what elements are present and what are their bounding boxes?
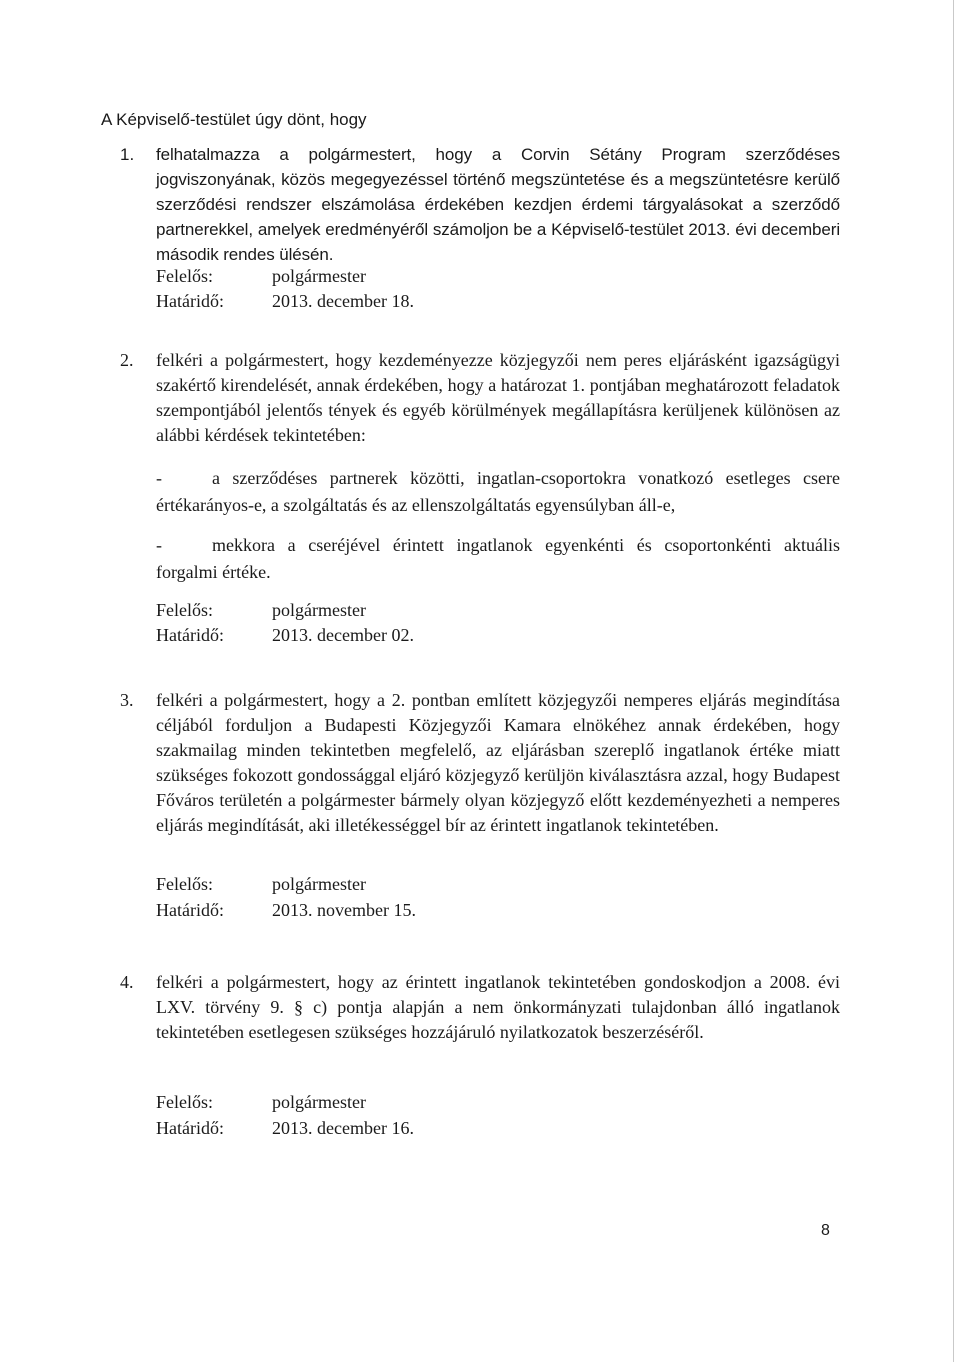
responsible-label: Felelős:: [156, 1092, 213, 1112]
item-number: 2.: [120, 350, 134, 370]
deadline-label: Határidő:: [156, 291, 224, 311]
responsible-label: Felelős:: [156, 600, 213, 620]
dash-marker: -: [156, 535, 162, 555]
deadline-value: 2013. december 02.: [272, 625, 414, 645]
intro-text: A Képviselő-testület úgy dönt, hogy: [101, 110, 367, 129]
responsible-value: polgármester: [272, 874, 366, 894]
bullet-item: [156, 465, 840, 519]
responsible-label: Felelős:: [156, 266, 213, 286]
deadline-label: Határidő:: [156, 1118, 224, 1138]
item-number: 4.: [120, 972, 134, 992]
item-text: felkéri a polgármestert, hogy a 2. pontban említett közjegyzői nemperes eljárás megindítása céljából forduljon a Budapesti Közjegyzői Kamara elnökéhez annak érdekében, hogy szakmailag minden tekintetben megfelelő, az eljárásban szereplő ingatlanok értéke miatt szükséges fokozott gondossággal eljáró közjegyző kerüljön kiválasztásra azzal, hogy Budapest Főváros területén a polgármester bármely olyan közjegyző előtt kezdeményezheti a nemperes eljárás megindítását, aki illetékességgel bír az érintett ingatlanok tekintetében.: [156, 690, 840, 835]
bullet-item: [156, 532, 840, 586]
bullet-text: a szerződéses partnerek közötti, ingatlan-csoportokra vonatkozó esetleges csere értékarányos-e, a szolgáltatás és az ellenszolgáltatás egyensúlyban áll-e,: [156, 468, 840, 515]
responsible-value: polgármester: [272, 266, 366, 286]
item-number: 3.: [120, 690, 134, 710]
deadline-label: Határidő:: [156, 625, 224, 645]
item-number: 1.: [120, 145, 135, 164]
item-text: felkéri a polgármestert, hogy kezdeményezze közjegyzői nem peres eljárásként igazságügyi szakértő kirendelését, annak érdekében, hogy a határozat 1. pontjában meghatározott feladatok szempontjából jelentős tények és egyéb körülmények megállapításra kerüljenek különösen az alábbi kérdések tekintetében:: [156, 350, 840, 445]
item-text: felhatalmazza a polgármestert, hogy a Corvin Sétány Program szerződéses jogviszonyának, közös megegyezéssel történő megszüntetése és a megszüntetésre kerülő szerződési rendszer elszámolása érdekében kezdjen érdemi tárgyalásokat a szerződő partnerekkel, amelyek eredményéről számoljon be a Képviselő-testület 2013. évi decemberi második rendes ülésén.: [156, 145, 840, 264]
deadline-value: 2013. december 16.: [272, 1118, 414, 1138]
page-edge: [953, 0, 954, 1362]
responsible-label: Felelős:: [156, 874, 213, 894]
deadline-value: 2013. december 18.: [272, 291, 414, 311]
deadline-value: 2013. november 15.: [272, 900, 416, 920]
dash-marker: -: [156, 468, 162, 488]
page-number: 8: [821, 1222, 830, 1239]
responsible-value: polgármester: [272, 1092, 366, 1112]
bullet-text: mekkora a cseréjével érintett ingatlanok egyenkénti és csoportonkénti aktuális forgalmi értéke.: [156, 535, 840, 582]
responsible-value: polgármester: [272, 600, 366, 620]
deadline-label: Határidő:: [156, 900, 224, 920]
item-text: felkéri a polgármestert, hogy az érintett ingatlanok tekintetében gondoskodjon a 2008. évi LXV. törvény 9. § c) pontja alapján a nem önkormányzati tulajdonban álló ingatlanok tekintetében esetlegesen szükséges hozzájáruló nyilatkozatok beszerzéséről.: [156, 972, 840, 1042]
